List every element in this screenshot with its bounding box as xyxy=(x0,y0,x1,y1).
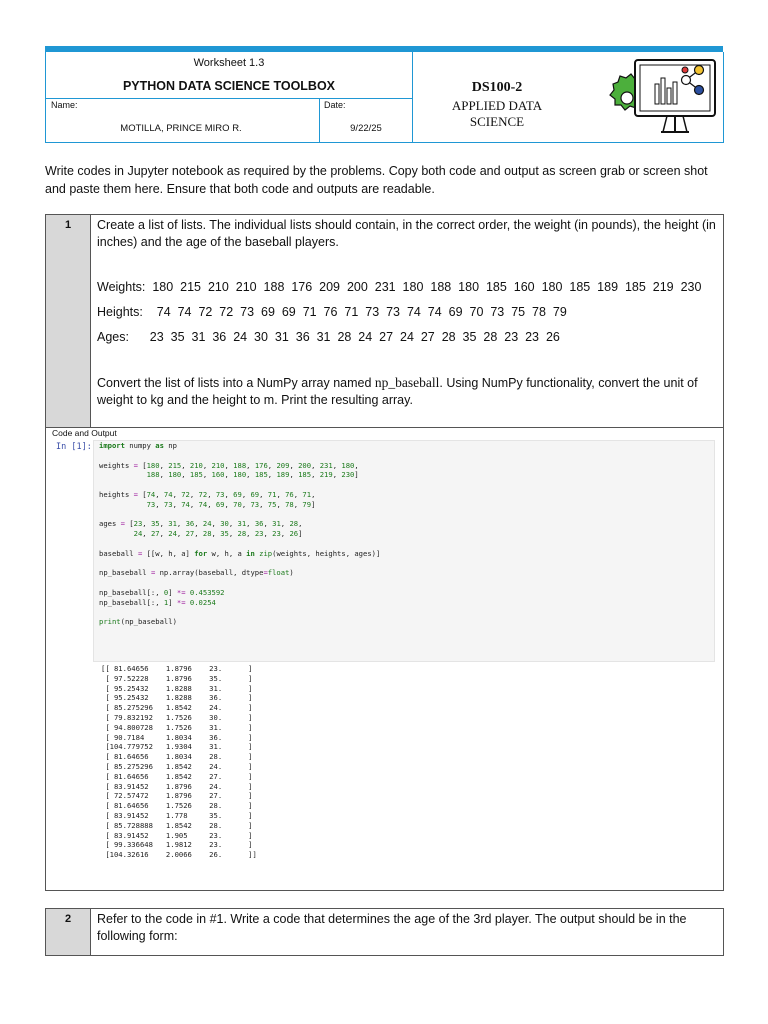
course-name: APPLIED DATA SCIENCE xyxy=(451,98,543,129)
question-text: Create a list of lists. The individual lists should contain, in the correct order, the weight (in pounds), the height (in inches) and the age of the baseball players. xyxy=(97,218,716,249)
instructions: Write codes in Jupyter notebook as required by the problems. Copy both code and output as screen grab or screen shot and paste them here. Ensure that both code and outputs are readable. xyxy=(45,164,708,196)
worksheet-number: Worksheet 1.3 xyxy=(193,57,265,69)
array-name: np_baseball xyxy=(374,375,440,390)
code-block: import numpy as np weights = [180, 215, 210, 210, 188, 176, 209, 200, 231, 180, 188, 180, 185, 160, 180, 185, 189, 185, 219, 230] heights = [74, 74, 72, 72, 73, 69, 69, 71, 76, 71, 73, 73, 74, 74, 69, 70, 73, 75, 78, 79] ages = [23, 35, 31, 36, 24, 30, 31, 36, 31, 28, 24, 27, 24, 27, 28, 35, 28, 23, 23, 26] baseball = [[w, h, a] for w, h, a in zip(weights, heights, ages)] np_baseball = np.array(baseball, dtype=float) np_baseball[:, 0] *= 0.453592 np_baseball[:, 1] *= 0.0254 print(np_baseball) xyxy=(99,441,381,627)
student-name: MOTILLA, PRINCE MIRO R. xyxy=(120,123,242,134)
date-label: Date: xyxy=(324,100,346,110)
cell-output: [[ 81.64656 1.8796 23. ] [ 97.52228 1.8796 35. ] [ 95.25432 1.8288 31. ] [ 95.25432 1.8288 36. ] [ 85.275296 1.8542 24. ] [ 79.832192 1.7526 30. ] [ 94.800728 1.7526 31. ] [ 90.7184 1.8034 36. ] [104.779752 1.9304 31. ] [ 81.64656 1.8034 28. ] [ 85.275296 1.8542 24. ] [ 81.64656 1.8542 27. ] [ 83.91452 1.8796 24. ] [ 72.57472 1.8796 27. ] [ 81.64656 1.7526 28. ] [ 83.91452 1.778 35. ] [ 85.728888 1.8542 28. ] [ 83.91452 1.905 23. ] [ 99.336648 1.9812 23. ] [104.32616 2.0066 26. ]] xyxy=(101,664,257,860)
conversion-instruction xyxy=(97,374,719,409)
question-2 xyxy=(45,908,724,956)
code-cell xyxy=(93,440,715,662)
header-divider xyxy=(46,98,412,99)
ages-row: Ages: 23 35 31 36 24 30 31 36 31 28 24 27 24 27 28 35 28 23 23 26 xyxy=(97,330,560,344)
worksheet-header xyxy=(45,52,724,143)
weights-row: Weights: 180 215 210 210 188 176 209 200 231 180 188 180 185 160 180 185 189 185 219 230 xyxy=(97,280,702,294)
heights-row: Heights: 74 74 72 72 73 69 69 71 76 71 73 73 74 74 69 70 73 75 78 79 xyxy=(97,305,567,319)
question-1 xyxy=(45,214,724,428)
name-date-divider xyxy=(319,98,320,142)
question-body xyxy=(97,217,719,409)
code-section-label: Code and Output xyxy=(52,428,117,438)
submission-date: 9/22/25 xyxy=(350,123,382,134)
code-and-output-area xyxy=(45,426,724,891)
course-info xyxy=(426,80,568,130)
header-info-block xyxy=(46,52,413,142)
question-number: 1 xyxy=(46,215,91,427)
toolbox-title: PYTHON DATA SCIENCE TOOLBOX xyxy=(122,79,336,93)
name-label: Name: xyxy=(51,100,78,110)
question-number: 2 xyxy=(46,909,91,955)
course-code: DS100-2 xyxy=(471,80,523,95)
instruction-text-b: . Using NumPy functionality, convert the unit of weight to kg and the height to m. Print the resulting array. xyxy=(97,376,698,407)
data-presentation-gear-icon xyxy=(601,54,721,140)
cell-prompt: In [1]: xyxy=(56,442,92,452)
instruction-text-a: Convert the list of lists into a NumPy array named xyxy=(97,376,375,390)
question-body: Refer to the code in #1. Write a code that determines the age of the 3rd player. The output should be in the following form: xyxy=(97,912,687,943)
